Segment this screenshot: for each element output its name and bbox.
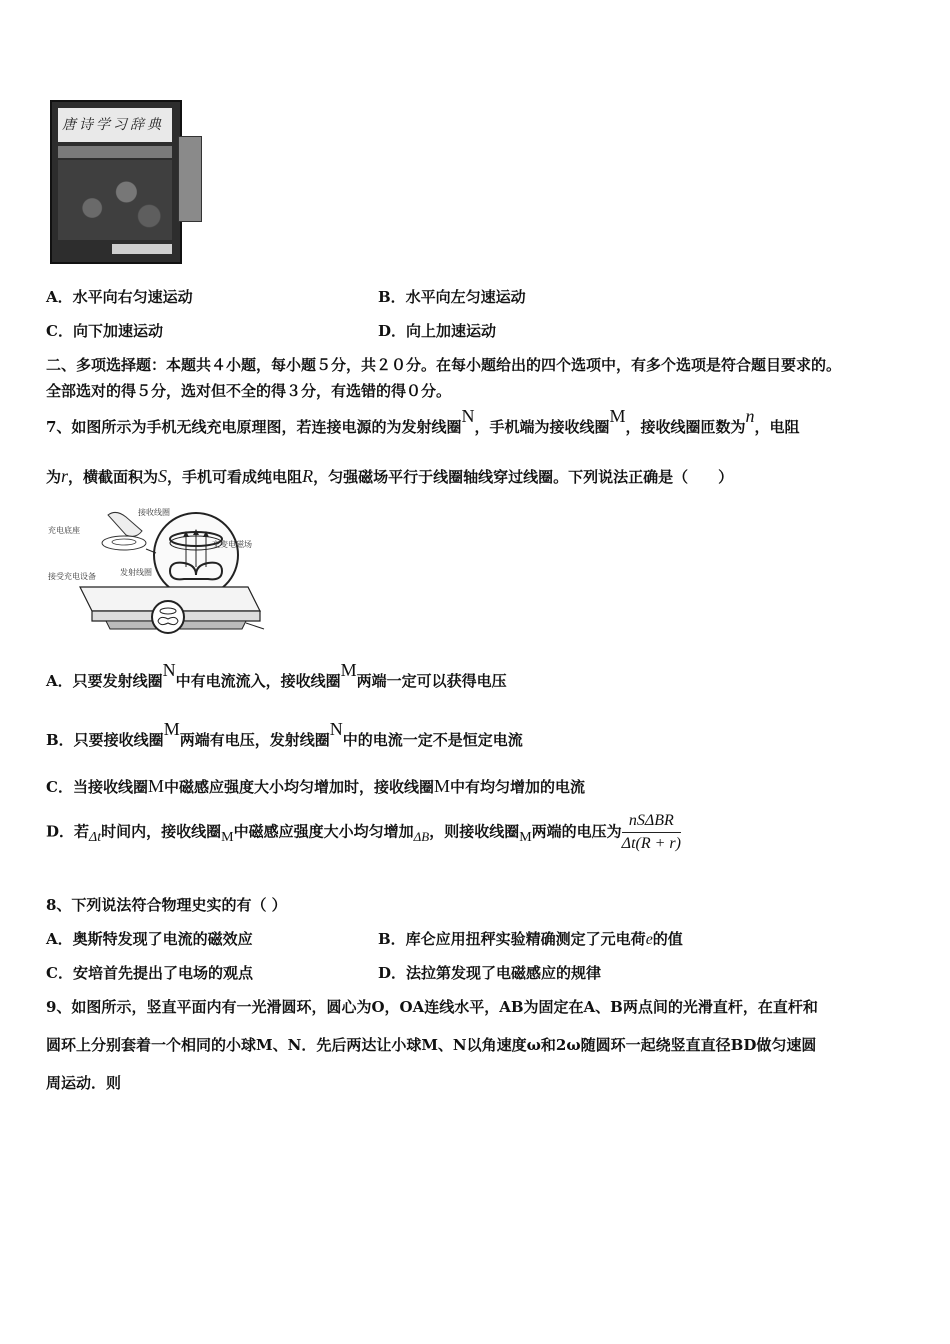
q7-option-b	[46, 719, 523, 750]
hand-shape	[108, 512, 142, 536]
q7-sym-N: N	[461, 406, 475, 426]
book-side-panel	[178, 136, 202, 222]
q7-c-part1: C．当接收线圈	[46, 778, 148, 796]
q7-a-part3: 两端一定可以获得电压	[356, 672, 507, 690]
q8-option-d: D．法拉第发现了电磁感应的规律	[378, 964, 602, 982]
q6-option-d: D．向上加速运动	[378, 322, 497, 340]
book-title: 唐诗学习辞典	[62, 117, 164, 133]
q7-c-sym-M2: M	[433, 776, 450, 796]
q7-seg4: ，电阻	[754, 418, 800, 436]
q7-a-part1: A．只要发射线圈	[46, 672, 163, 690]
q7-a-sym-M: M	[340, 660, 357, 680]
label-transmit-coil: 发射线圈	[120, 568, 152, 577]
q7-seg1: 7、如图所示为手机无线充电原理图，若连接电源的为发射线圈	[46, 418, 462, 436]
q7-d-part4: ，则接收线圈	[429, 822, 520, 841]
q7-d-sym-M: M	[221, 829, 234, 845]
q7-b-sym-M: M	[163, 719, 180, 739]
q8-b-post: 的值	[652, 930, 683, 948]
book-illustration	[58, 160, 172, 240]
wireless-charging-diagram	[46, 505, 266, 640]
q8-stem: 8、下列说法符合物理史实的有（ ）	[46, 896, 287, 914]
q8-option-a: A．奥斯特发现了电流的磁效应	[46, 930, 253, 948]
q6-option-b: B．水平向左匀速运动	[378, 288, 526, 306]
q9-line3: 周运动．则	[46, 1074, 122, 1092]
q7-c-part3: 中有均匀增加的电流	[450, 778, 586, 796]
small-magnifier	[152, 601, 184, 633]
q7-sym-S: S	[158, 466, 168, 486]
q7-a-sym-N: N	[162, 660, 176, 680]
q9-line1: 9、如图所示，竖直平面内有一光滑圆环，圆心为O，OA连线水平，AB为固定在A、B两点间的光滑直杆，在直杆和	[46, 998, 818, 1016]
q7-b-part2: 两端有电压，发射线圈	[179, 731, 330, 749]
q7-sym-R: R	[302, 466, 314, 486]
q7-d-part3: 中磁感应强度大小均匀增加	[233, 822, 414, 841]
q7-c-part2: 中磁感应强度大小均匀增加时，接收线圈	[163, 778, 434, 796]
q7-seg6: ，横截面积为	[68, 468, 159, 486]
q7-option-d	[46, 812, 681, 853]
q7-d-part5: 两端的电压为	[531, 822, 622, 841]
power-cable	[246, 623, 264, 629]
q7-sym-M: M	[609, 406, 626, 426]
label-base: 充电底座	[48, 526, 80, 535]
q7-b-sym-N: N	[329, 719, 343, 739]
q7-d-formula	[622, 812, 681, 853]
q7-seg2: ，手机端为接收线圈	[474, 418, 610, 436]
q7-stem-line1	[46, 406, 800, 437]
book-publisher-strip	[112, 244, 172, 254]
formula-denominator: Δt(R + r)	[621, 835, 681, 852]
q7-d-delta-t: Δt	[89, 829, 102, 845]
q7-sym-n: n	[745, 406, 755, 426]
q8-b-sym: e	[645, 931, 653, 948]
q7-stem-line2	[46, 466, 733, 487]
q8-option-c: C．安培首先提出了电场的观点	[46, 964, 253, 982]
section2-line1: 二、多项选择题：本题共４小题，每小题５分，共２０分。在每小题给出的四个选项中，有多个选项是符合题目要求的。	[46, 356, 842, 374]
q7-b-part3: 中的电流一定不是恒定电流	[342, 731, 523, 749]
q7-seg3: ，接收线圈匝数为	[625, 418, 746, 436]
section2-line2: 全部选对的得５分，选对但不全的得３分，有选错的得０分。	[46, 382, 452, 400]
q7-seg5: 为	[46, 468, 62, 486]
charging-base-shape	[102, 536, 146, 550]
q9-line2: 圆环上分别套着一个相同的小球M、N．先后两达让小球M、N以角速度ω和2ω随圆环一起绕竖直直径BD做匀速圆	[46, 1036, 817, 1054]
q7-d-sym-M2: M	[519, 829, 532, 845]
q7-d-part1: D．若	[46, 822, 90, 841]
label-device: 接受充电设备	[48, 572, 96, 581]
q7-option-c	[46, 776, 585, 797]
book-band	[58, 146, 172, 158]
label-receive-coil: 接收线圈	[138, 508, 170, 517]
q7-option-a	[46, 660, 507, 691]
q7-b-part1: B．只要接收线圈	[46, 731, 164, 749]
q8-b-pre: B．库仑应用扭秤实验精确测定了元电荷	[378, 930, 646, 948]
label-alt-field: 交变电磁场	[212, 540, 252, 549]
q7-d-delta-B: ΔB	[413, 828, 430, 844]
book-image	[50, 100, 182, 264]
q7-d-part2: 时间内，接收线圈	[101, 822, 222, 841]
q7-c-sym-M: M	[147, 776, 164, 796]
q7-a-part2: 中有电流流入，接收线圈	[175, 672, 341, 690]
q7-sym-r: r	[61, 466, 69, 486]
q7-seg7: ，手机可看成纯电阻	[167, 468, 303, 486]
q7-seg8: ，匀强磁场平行于线圈轴线穿过线圈。下列说法正确是（ ）	[313, 468, 734, 486]
formula-numerator: nSΔBR	[622, 812, 681, 833]
q8-option-b	[378, 928, 683, 949]
q6-option-a: A．水平向右匀速运动	[46, 288, 193, 306]
q6-option-c: C．向下加速运动	[46, 322, 163, 340]
